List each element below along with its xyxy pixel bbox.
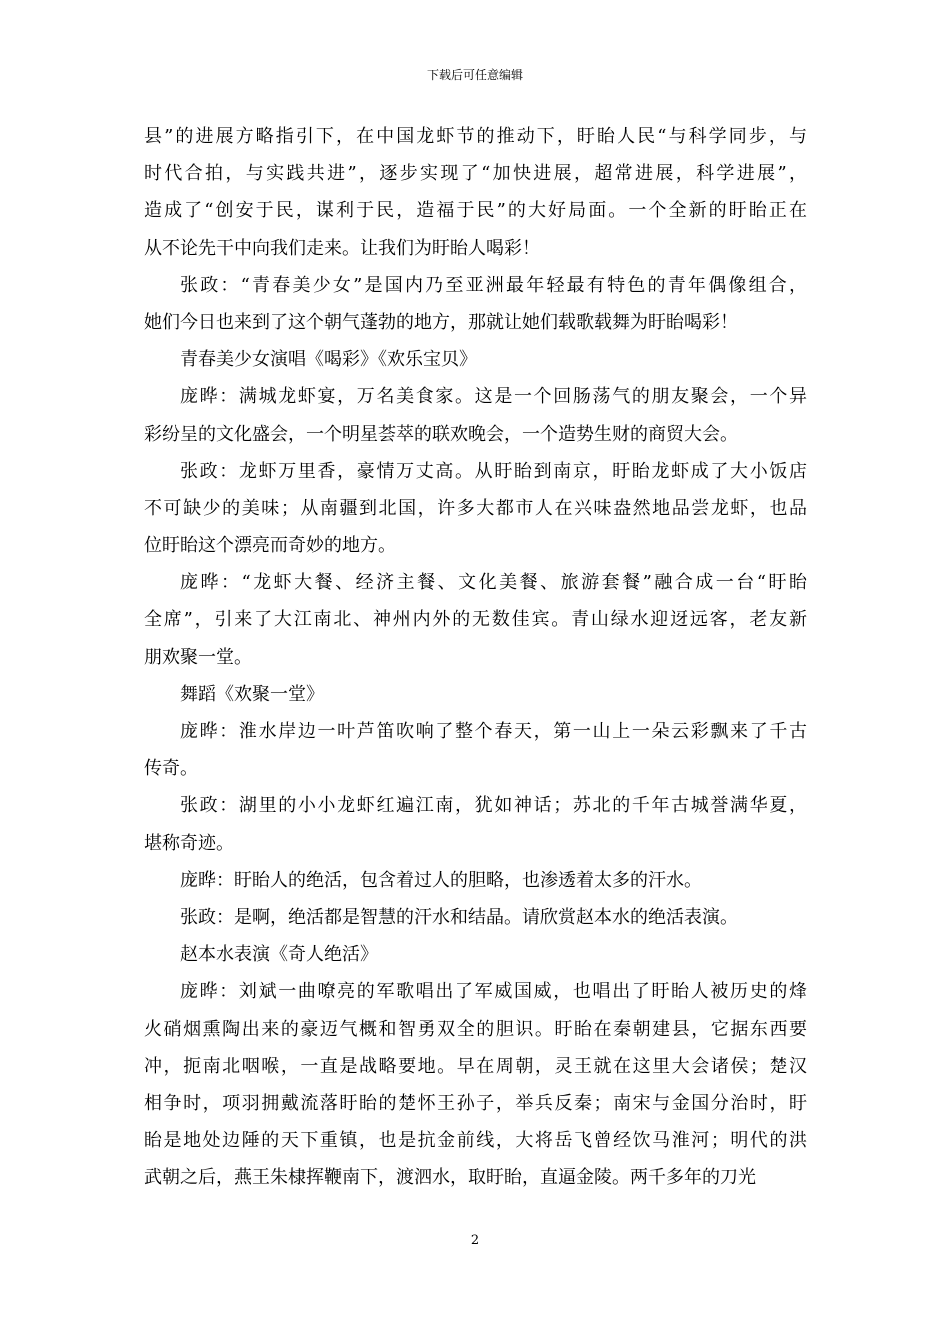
text-line: 张政：龙虾万里香，豪情万丈高。从盱眙到南京，盱眙龙虾成了大小饭店 bbox=[180, 460, 807, 482]
text-line: 冲，扼南北咽喉，一直是战略要地。早在周朝，灵王就在这里大会诸侯；楚汉 bbox=[144, 1055, 807, 1077]
text-line: 赵本水表演《奇人绝活》 bbox=[180, 944, 378, 966]
text-line: 彩纷呈的文化盛会，一个明星荟萃的联欢晚会，一个造势生财的商贸大会。 bbox=[144, 423, 738, 445]
text-line: 张政：是啊，绝活都是智慧的汗水和结晶。请欣赏赵本水的绝活表演。 bbox=[180, 906, 738, 928]
text-line: 庞晔：盱眙人的绝活，包含着过人的胆略，也渗透着太多的汗水。 bbox=[180, 869, 702, 891]
paragraph bbox=[144, 378, 807, 452]
paragraph bbox=[144, 564, 807, 676]
paragraph bbox=[144, 862, 807, 899]
text-line: 全席”，引来了大江南北、神州内外的无数佳宾。青山绿水迎迓远客，老友新 bbox=[144, 609, 807, 631]
page-header: 下载后可任意编辑 bbox=[426, 68, 523, 82]
text-line: 不可缺少的美味；从南疆到北国，许多大都市人在兴味盎然地品尝龙虾，也品 bbox=[144, 497, 807, 519]
text-line: 县”的进展方略指引下，在中国龙虾节的推动下，盱眙人民“与科学同步，与 bbox=[144, 126, 807, 147]
text-line: 传奇。 bbox=[144, 758, 198, 780]
paragraph bbox=[144, 118, 807, 267]
document-body bbox=[144, 118, 807, 1196]
paragraph bbox=[144, 676, 807, 713]
text-line: 庞晔：淮水岸边一叶芦笛吹响了整个春天，第一山上一朵云彩飘来了千古 bbox=[180, 721, 807, 742]
text-line: 相争时，项羽拥戴流落盱眙的楚怀王孙子，举兵反秦；南宋与金国分治时，盱 bbox=[144, 1092, 807, 1114]
text-line: 火硝烟熏陶出来的豪迈气概和智勇双全的胆识。盱眙在秦朝建县，它据东西要 bbox=[144, 1018, 807, 1040]
text-line: 张政：湖里的小小龙虾红遍江南，犹如神话；苏北的千年古城誉满华夏， bbox=[180, 795, 807, 817]
text-line: 青春美少女演唱《喝彩》《欢乐宝贝》 bbox=[180, 349, 477, 371]
text-line: 从不论先干中向我们走来。让我们为盱眙人喝彩！ bbox=[144, 237, 540, 259]
text-line: 张政：“青春美少女”是国内乃至亚洲最年轻最有特色的青年偶像组合， bbox=[180, 274, 807, 296]
text-line: 眙是地处边陲的天下重镇，也是抗金前线，大将岳飞曾经饮马淮河；明代的洪 bbox=[144, 1130, 807, 1152]
paragraph bbox=[144, 713, 807, 787]
text-line: 庞晔：满城龙虾宴，万名美食家。这是一个回肠荡气的朋友聚会，一个异 bbox=[180, 386, 807, 408]
text-line: 造成了“创安于民，谋利于民，造福于民”的大好局面。一个全新的盱眙正在 bbox=[144, 200, 807, 222]
text-line: 堪称奇迹。 bbox=[144, 832, 234, 854]
paragraph bbox=[144, 453, 807, 565]
text-line: 庞晔：刘斌一曲嘹亮的军歌唱出了军威国威，也唱出了盱眙人被历史的烽 bbox=[180, 981, 807, 1003]
paragraph bbox=[144, 936, 807, 973]
text-line: 她们今日也来到了这个朝气蓬勃的地方，那就让她们载歌载舞为盱眙喝彩！ bbox=[144, 311, 738, 333]
text-line: 武朝之后，燕王朱棣挥鞭南下，渡泗水，取盱眙，直逼金陵。两千多年的刀光 bbox=[144, 1167, 756, 1189]
page-number: 2 bbox=[470, 1233, 480, 1248]
paragraph bbox=[144, 267, 807, 341]
paragraph bbox=[144, 787, 807, 861]
text-line: 舞蹈《欢聚一堂》 bbox=[180, 683, 324, 705]
text-line: 庞晔：“龙虾大餐、经济主餐、文化美餐、旅游套餐”融合成一台“盱眙 bbox=[180, 572, 807, 594]
paragraph bbox=[144, 973, 807, 1196]
paragraph bbox=[144, 341, 807, 378]
paragraph bbox=[144, 899, 807, 936]
text-line: 时代合拍，与实践共进”，逐步实现了“加快进展，超常进展，科学进展”， bbox=[144, 163, 807, 185]
text-line: 位盱眙这个漂亮而奇妙的地方。 bbox=[144, 535, 396, 557]
text-line: 朋欢聚一堂。 bbox=[144, 646, 252, 668]
